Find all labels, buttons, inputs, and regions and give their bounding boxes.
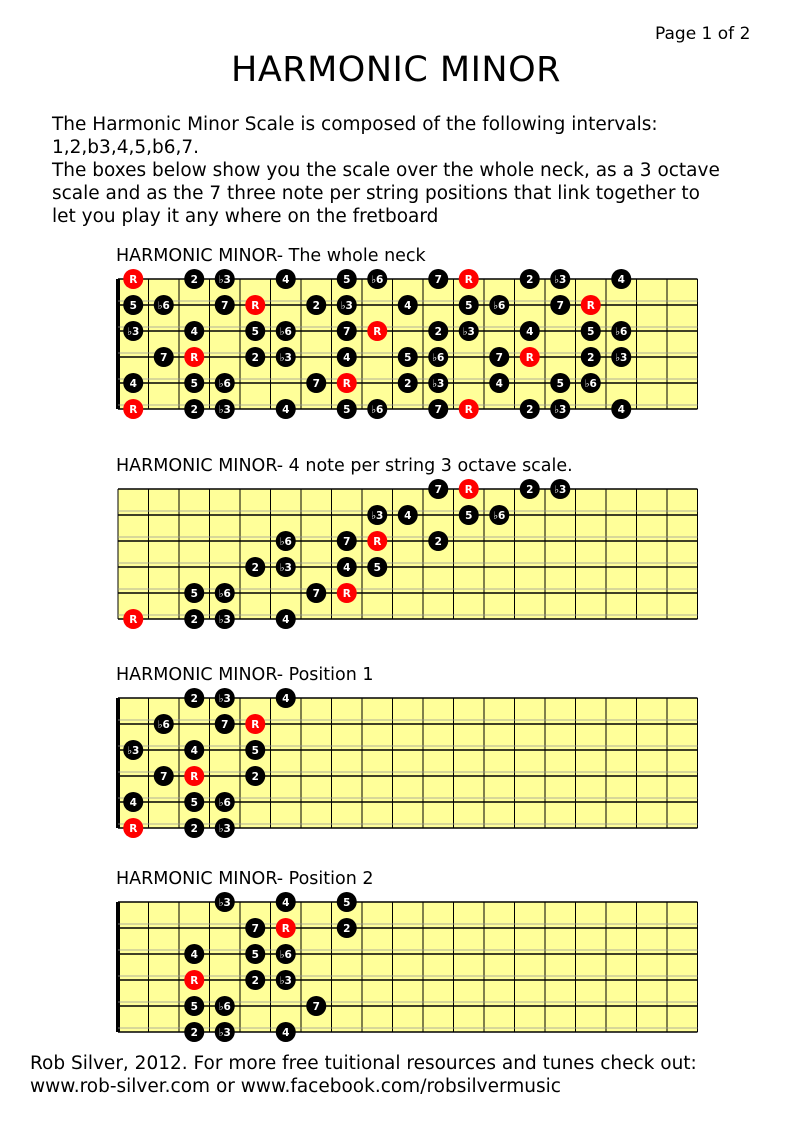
scale-note-marker <box>245 970 265 990</box>
root-note-marker <box>367 321 387 341</box>
note-label: 5 <box>251 949 259 961</box>
footer-line-1: Rob Silver, 2012. For more free tuitional resources and tunes check out: <box>30 1053 697 1074</box>
scale-note-marker <box>581 321 601 341</box>
scale-note-marker <box>245 347 265 367</box>
scale-note-marker <box>337 557 357 577</box>
note-label: 2 <box>587 352 595 364</box>
note-label: 2 <box>190 404 198 416</box>
scale-note-marker <box>184 269 204 289</box>
scale-note-marker <box>306 373 326 393</box>
scale-note-marker <box>428 321 448 341</box>
note-label: 5 <box>129 300 137 312</box>
scale-note-marker <box>123 295 143 315</box>
note-label: ♭3 <box>218 693 231 705</box>
note-label: ♭3 <box>127 745 140 757</box>
scale-note-marker <box>215 996 235 1016</box>
scale-note-marker <box>184 818 204 838</box>
diagram-title-position-2: HARMONIC MINOR- Position 2 <box>116 869 374 889</box>
note-label: ♭6 <box>371 274 384 286</box>
note-label: 7 <box>556 300 564 312</box>
page-number: Page 1 of 2 <box>655 24 751 44</box>
scale-note-marker <box>428 269 448 289</box>
scale-note-marker <box>337 347 357 367</box>
note-label: R <box>342 588 351 600</box>
note-label: 4 <box>617 404 625 416</box>
scale-note-marker <box>184 944 204 964</box>
scale-note-marker <box>276 321 296 341</box>
note-label: 7 <box>434 274 442 286</box>
scale-note-marker <box>520 269 540 289</box>
scale-note-marker <box>215 818 235 838</box>
note-label: ♭3 <box>340 300 353 312</box>
scale-note-marker <box>276 347 296 367</box>
scale-note-marker <box>245 918 265 938</box>
root-note-marker <box>184 347 204 367</box>
diagram-title-three-octave: HARMONIC MINOR- 4 note per string 3 octave scale. <box>116 456 573 476</box>
scale-note-marker <box>428 347 448 367</box>
note-label: ♭6 <box>432 352 445 364</box>
fretboard-position-2 <box>0 888 792 1048</box>
note-label: ♭6 <box>493 300 506 312</box>
note-label: ♭6 <box>493 510 506 522</box>
scale-note-marker <box>337 321 357 341</box>
scale-note-marker <box>276 970 296 990</box>
note-label: R <box>129 274 138 286</box>
scale-note-marker <box>581 373 601 393</box>
note-label: 5 <box>343 897 351 909</box>
root-note-marker <box>459 479 479 499</box>
root-note-marker <box>459 399 479 419</box>
note-label: R <box>281 923 290 935</box>
scale-note-marker <box>306 996 326 1016</box>
note-label: R <box>464 404 473 416</box>
root-note-marker <box>581 295 601 315</box>
root-note-marker <box>123 818 143 838</box>
note-label: ♭6 <box>615 326 628 338</box>
scale-note-marker <box>337 892 357 912</box>
note-label: ♭3 <box>279 352 292 364</box>
scale-note-marker <box>550 479 570 499</box>
note-label: 4 <box>129 797 137 809</box>
note-label: 5 <box>190 1001 198 1013</box>
note-label: 4 <box>282 897 290 909</box>
scale-note-marker <box>611 399 631 419</box>
scale-note-marker <box>428 399 448 419</box>
scale-note-marker <box>276 399 296 419</box>
scale-note-marker <box>398 373 418 393</box>
scale-note-marker <box>489 373 509 393</box>
scale-note-marker <box>123 373 143 393</box>
intro-text <box>52 113 772 228</box>
scale-note-marker <box>154 766 174 786</box>
note-label: ♭6 <box>218 797 231 809</box>
scale-note-marker <box>520 479 540 499</box>
note-label: 4 <box>282 614 290 626</box>
note-label: 2 <box>190 823 198 835</box>
intro-line-4: scale and as the 7 three note per string positions that link together to <box>52 183 700 204</box>
scale-note-marker <box>245 944 265 964</box>
scale-note-marker <box>459 505 479 525</box>
note-label: 7 <box>343 326 351 338</box>
page-title: HARMONIC MINOR <box>231 50 561 90</box>
scale-note-marker <box>184 373 204 393</box>
root-note-marker <box>184 970 204 990</box>
fretboard-three-octave <box>0 475 792 635</box>
note-label: 2 <box>251 352 259 364</box>
scale-note-marker <box>337 295 357 315</box>
note-label: 4 <box>617 274 625 286</box>
note-label: ♭6 <box>157 719 170 731</box>
intro-line-5: let you play it any where on the fretboard <box>52 206 439 227</box>
note-label: 2 <box>251 975 259 987</box>
note-label: 7 <box>221 719 229 731</box>
note-label: ♭3 <box>218 897 231 909</box>
scale-note-marker <box>306 295 326 315</box>
scale-note-marker <box>337 399 357 419</box>
note-label: ♭6 <box>279 949 292 961</box>
fretboard-background <box>118 698 698 828</box>
note-label: 7 <box>434 484 442 496</box>
note-label: ♭3 <box>279 975 292 987</box>
root-note-marker <box>123 269 143 289</box>
scale-note-marker <box>184 996 204 1016</box>
note-label: 2 <box>434 536 442 548</box>
root-note-marker <box>245 714 265 734</box>
scale-note-marker <box>550 399 570 419</box>
scale-note-marker <box>611 321 631 341</box>
note-label: R <box>342 378 351 390</box>
note-label: 4 <box>404 300 412 312</box>
scale-note-marker <box>611 347 631 367</box>
scale-note-marker <box>276 531 296 551</box>
scale-note-marker <box>367 399 387 419</box>
note-label: ♭3 <box>554 274 567 286</box>
scale-note-marker <box>215 399 235 419</box>
note-label: 4 <box>282 1027 290 1039</box>
scale-note-marker <box>123 321 143 341</box>
note-label: 7 <box>251 923 259 935</box>
scale-note-marker <box>123 740 143 760</box>
intro-line-3: The boxes below show you the scale over the whole neck, as a 3 octave <box>52 160 720 181</box>
note-label: ♭6 <box>157 300 170 312</box>
scale-note-marker <box>215 295 235 315</box>
scale-note-marker <box>581 347 601 367</box>
note-label: R <box>190 771 199 783</box>
scale-note-marker <box>123 792 143 812</box>
note-label: 2 <box>190 693 198 705</box>
note-label: 5 <box>343 404 351 416</box>
note-label: ♭3 <box>554 404 567 416</box>
note-label: 7 <box>312 588 320 600</box>
note-label: ♭6 <box>218 1001 231 1013</box>
note-label: ♭3 <box>127 326 140 338</box>
scale-note-marker <box>184 688 204 708</box>
note-label: 4 <box>282 274 290 286</box>
scale-note-marker <box>550 373 570 393</box>
note-label: 5 <box>556 378 564 390</box>
note-label: ♭3 <box>462 326 475 338</box>
root-note-marker <box>276 918 296 938</box>
scale-note-marker <box>611 269 631 289</box>
note-label: ♭3 <box>218 404 231 416</box>
scale-note-marker <box>489 347 509 367</box>
note-label: ♭6 <box>584 378 597 390</box>
note-label: 2 <box>312 300 320 312</box>
note-label: R <box>251 719 260 731</box>
note-label: 5 <box>465 510 473 522</box>
note-label: 7 <box>343 536 351 548</box>
scale-note-marker <box>184 399 204 419</box>
note-label: 4 <box>190 949 198 961</box>
note-label: ♭3 <box>432 378 445 390</box>
scale-note-marker <box>184 321 204 341</box>
scale-note-marker <box>337 269 357 289</box>
scale-note-marker <box>154 295 174 315</box>
scale-note-marker <box>276 1022 296 1042</box>
note-label: 2 <box>434 326 442 338</box>
scale-note-marker <box>154 347 174 367</box>
scale-note-marker <box>215 1022 235 1042</box>
note-label: ♭3 <box>554 484 567 496</box>
note-label: 7 <box>434 404 442 416</box>
scale-note-marker <box>367 505 387 525</box>
scale-note-marker <box>276 944 296 964</box>
note-label: 7 <box>160 352 168 364</box>
scale-note-marker <box>550 269 570 289</box>
note-label: ♭3 <box>218 823 231 835</box>
scale-note-marker <box>550 295 570 315</box>
note-label: R <box>586 300 595 312</box>
note-label: R <box>190 352 199 364</box>
note-label: 2 <box>526 274 534 286</box>
scale-note-marker <box>337 918 357 938</box>
scale-note-marker <box>459 321 479 341</box>
note-label: 5 <box>587 326 595 338</box>
note-label: ♭6 <box>371 404 384 416</box>
note-label: 5 <box>251 326 259 338</box>
scale-note-marker <box>398 295 418 315</box>
note-label: 2 <box>190 614 198 626</box>
scale-note-marker <box>428 373 448 393</box>
scale-note-marker <box>337 531 357 551</box>
note-label: 7 <box>221 300 229 312</box>
footer-line-2: www.rob-silver.com or www.facebook.com/robsilvermusic <box>30 1076 561 1097</box>
note-label: R <box>525 352 534 364</box>
note-label: R <box>251 300 260 312</box>
note-label: 5 <box>404 352 412 364</box>
scale-note-marker <box>276 269 296 289</box>
note-label: 4 <box>404 510 412 522</box>
note-label: 4 <box>190 326 198 338</box>
note-label: 7 <box>160 771 168 783</box>
note-label: ♭6 <box>218 378 231 390</box>
scale-note-marker <box>184 740 204 760</box>
scale-note-marker <box>215 373 235 393</box>
note-label: 5 <box>190 797 198 809</box>
scale-note-marker <box>398 347 418 367</box>
note-label: ♭3 <box>218 1027 231 1039</box>
scale-note-marker <box>184 1022 204 1042</box>
fretboard-whole-neck <box>0 265 792 425</box>
root-note-marker <box>337 583 357 603</box>
note-label: 5 <box>343 274 351 286</box>
scale-note-marker <box>184 583 204 603</box>
footer-credits <box>30 1052 697 1098</box>
scale-note-marker <box>245 766 265 786</box>
note-label: 5 <box>373 562 381 574</box>
note-label: R <box>464 274 473 286</box>
note-label: ♭3 <box>218 274 231 286</box>
root-note-marker <box>337 373 357 393</box>
note-label: 4 <box>129 378 137 390</box>
scale-note-marker <box>215 583 235 603</box>
note-label: ♭6 <box>279 326 292 338</box>
note-label: R <box>129 823 138 835</box>
note-label: 2 <box>251 771 259 783</box>
diagram-title-whole-neck: HARMONIC MINOR- The whole neck <box>116 246 426 266</box>
scale-note-marker <box>520 399 540 419</box>
scale-note-marker <box>459 295 479 315</box>
scale-note-marker <box>184 792 204 812</box>
note-label: ♭3 <box>218 614 231 626</box>
note-label: 5 <box>190 588 198 600</box>
scale-note-marker <box>245 557 265 577</box>
scale-note-marker <box>215 688 235 708</box>
note-label: 4 <box>343 562 351 574</box>
root-note-marker <box>123 609 143 629</box>
scale-note-marker <box>276 557 296 577</box>
scale-note-marker <box>245 321 265 341</box>
diagram-title-position-1: HARMONIC MINOR- Position 1 <box>116 665 374 685</box>
scale-note-marker <box>398 505 418 525</box>
note-label: 4 <box>282 693 290 705</box>
scale-note-marker <box>215 792 235 812</box>
scale-note-marker <box>276 892 296 912</box>
scale-note-marker <box>367 269 387 289</box>
note-label: ♭6 <box>218 588 231 600</box>
note-label: ♭3 <box>371 510 384 522</box>
note-label: R <box>464 484 473 496</box>
root-note-marker <box>184 766 204 786</box>
note-label: 5 <box>251 745 259 757</box>
note-label: 5 <box>190 378 198 390</box>
note-label: 2 <box>251 562 259 574</box>
scale-note-marker <box>154 714 174 734</box>
note-label: 4 <box>343 352 351 364</box>
intro-line-2: 1,2,b3,4,5,b6,7. <box>52 137 200 158</box>
scale-note-marker <box>520 321 540 341</box>
scale-note-marker <box>276 609 296 629</box>
note-label: R <box>373 536 382 548</box>
fretboard-background <box>118 902 698 1032</box>
note-label: ♭3 <box>279 562 292 574</box>
scale-note-marker <box>215 269 235 289</box>
scale-note-marker <box>367 557 387 577</box>
note-label: 4 <box>282 404 290 416</box>
note-label: R <box>129 404 138 416</box>
note-label: 4 <box>526 326 534 338</box>
root-note-marker <box>123 399 143 419</box>
note-label: 2 <box>526 484 534 496</box>
root-note-marker <box>245 295 265 315</box>
scale-note-marker <box>428 479 448 499</box>
note-label: 2 <box>526 404 534 416</box>
note-label: 5 <box>465 300 473 312</box>
scale-note-marker <box>489 505 509 525</box>
scale-note-marker <box>428 531 448 551</box>
scale-note-marker <box>215 892 235 912</box>
root-note-marker <box>459 269 479 289</box>
note-label: R <box>373 326 382 338</box>
note-label: 4 <box>190 745 198 757</box>
note-label: ♭6 <box>279 536 292 548</box>
scale-note-marker <box>489 295 509 315</box>
note-label: 4 <box>495 378 503 390</box>
note-label: 2 <box>343 923 351 935</box>
scale-note-marker <box>215 714 235 734</box>
note-label: R <box>129 614 138 626</box>
note-label: 7 <box>312 378 320 390</box>
scale-note-marker <box>276 688 296 708</box>
scale-note-marker <box>184 609 204 629</box>
note-label: 2 <box>190 1027 198 1039</box>
note-label: ♭3 <box>615 352 628 364</box>
note-label: 7 <box>312 1001 320 1013</box>
note-label: 7 <box>495 352 503 364</box>
scale-note-marker <box>215 609 235 629</box>
intro-line-1: The Harmonic Minor Scale is composed of the following intervals: <box>52 114 658 135</box>
note-label: 2 <box>404 378 412 390</box>
root-note-marker <box>520 347 540 367</box>
root-note-marker <box>367 531 387 551</box>
scale-note-marker <box>245 740 265 760</box>
fretboard-position-1 <box>0 684 792 844</box>
scale-note-marker <box>306 583 326 603</box>
note-label: 2 <box>190 274 198 286</box>
note-label: R <box>190 975 199 987</box>
